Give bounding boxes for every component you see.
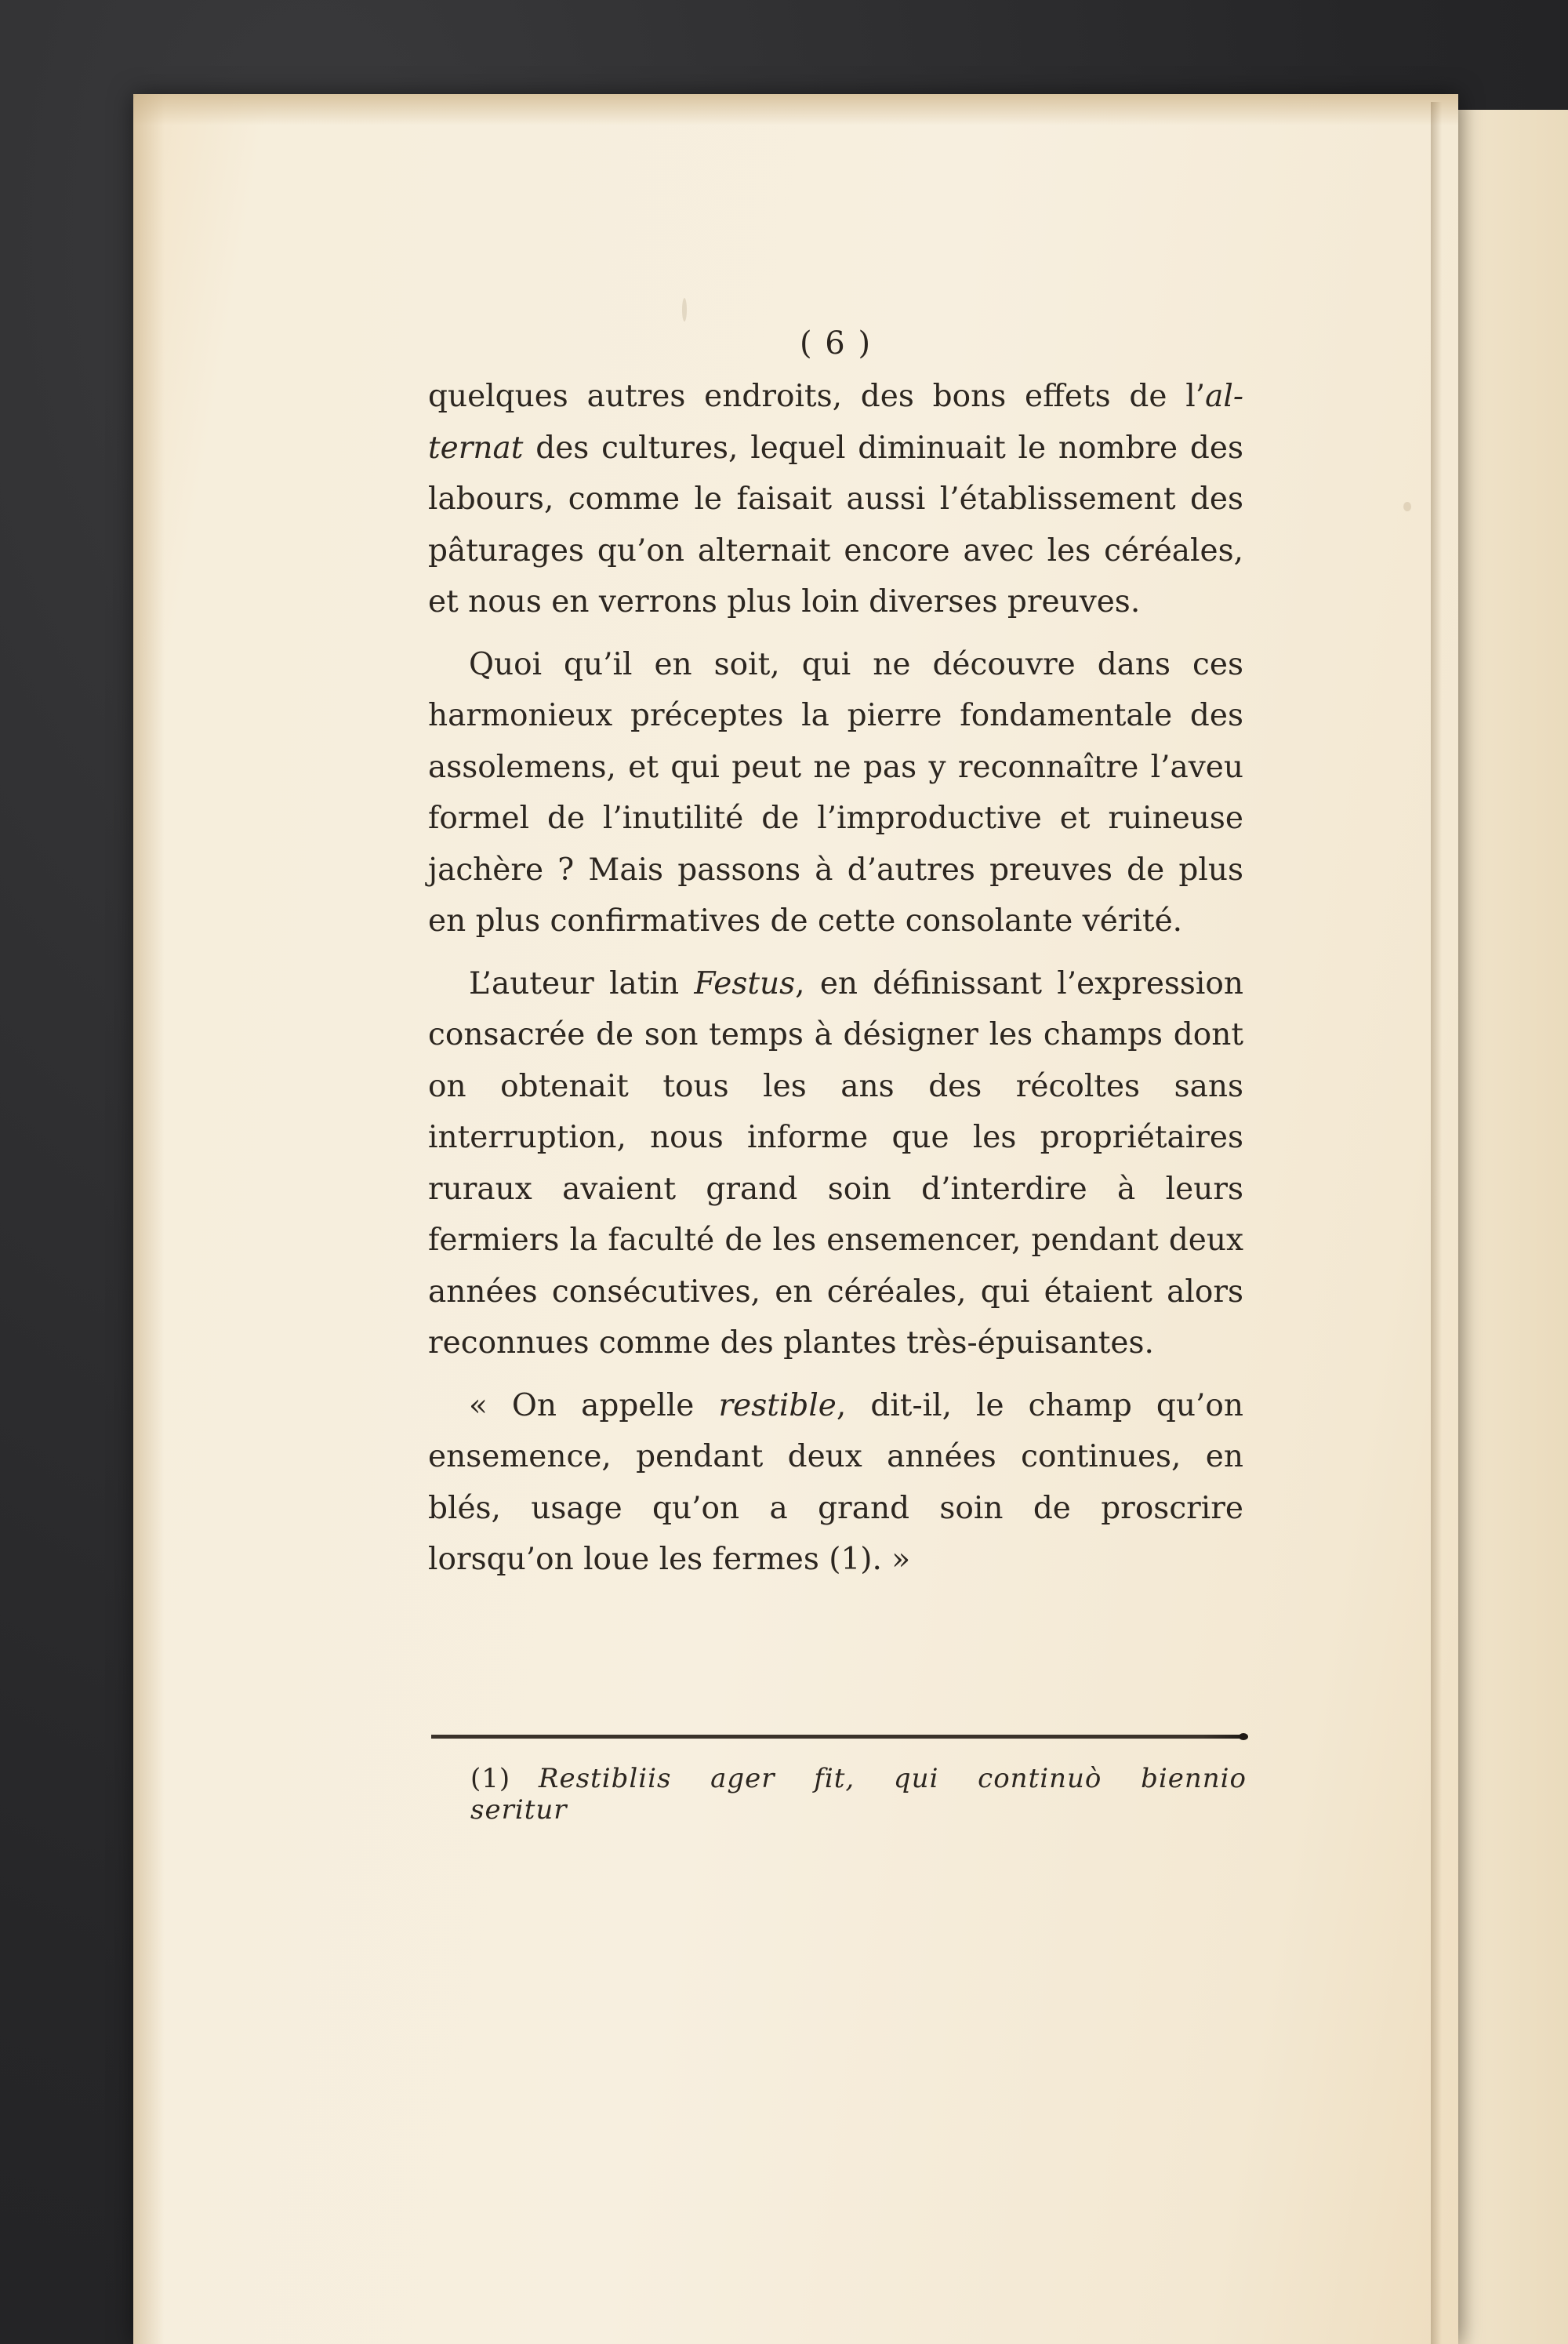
text-run: L’auteur latin [469, 965, 695, 1001]
footnote-rule [431, 1735, 1243, 1739]
text-run: , dit-il, le champ qu’on ensemence, pendant deux années continues, en blés, usage qu’on a grand soin de proscrire lorsqu’on loue les fermes (1). » [428, 1387, 1243, 1577]
paragraph [428, 371, 1243, 628]
paragraph [428, 1380, 1243, 1586]
paper-mark [682, 298, 687, 322]
page-number: ( 6 ) [799, 325, 873, 362]
text-run: Quoi qu’il en soit, qui ne découvre dans ces harmonieux préceptes la pierre fondamentale des assolemens, et qui peut ne pas y reconnaître l’aveu formel de l’inutilité de l’improductive et ruineuse jachère ? Mais passons à d’autres preuves de plus en plus confirmatives de cette consolante vérité. [428, 646, 1243, 939]
footnote [470, 1763, 1247, 1826]
text-block [428, 325, 1243, 1586]
text-run: « On appelle [469, 1387, 719, 1423]
footnote-marker: (1) [470, 1763, 511, 1794]
paper-spot [1403, 502, 1411, 511]
paragraph [428, 639, 1243, 947]
body-text [428, 371, 1243, 1586]
italic-text: Festus [694, 965, 796, 1001]
italic-text: al-ternat [428, 379, 1243, 466]
book-gutter [1431, 102, 1442, 2344]
text-run: des cultures, lequel diminuait le nombre des labours, comme le faisait aussi l’établissement des pâturages qu’on alternait encore avec les céréales, et nous en verrons plus loin diverses preuves. [428, 430, 1243, 620]
text-run: quelques autres endroits, des bons effets de l’ [428, 379, 1206, 414]
footnote-text: Restibliis ager fit, qui continuò biennio seritur [470, 1763, 1247, 1826]
text-run: , en définissant l’expression consacrée de son temps à désigner les champs dont on obtenait tous les ans des récoltes sans interruption, nous informe que les propriétaires ruraux avaient grand soin d’interdire à leurs fermiers la faculté de les ensemencer, pendant deux années consécutives, en céréales, qui étaient alors reconnues comme des plantes très-épuisantes. [428, 965, 1243, 1361]
paragraph [428, 958, 1243, 1369]
italic-text: restible [718, 1387, 837, 1423]
